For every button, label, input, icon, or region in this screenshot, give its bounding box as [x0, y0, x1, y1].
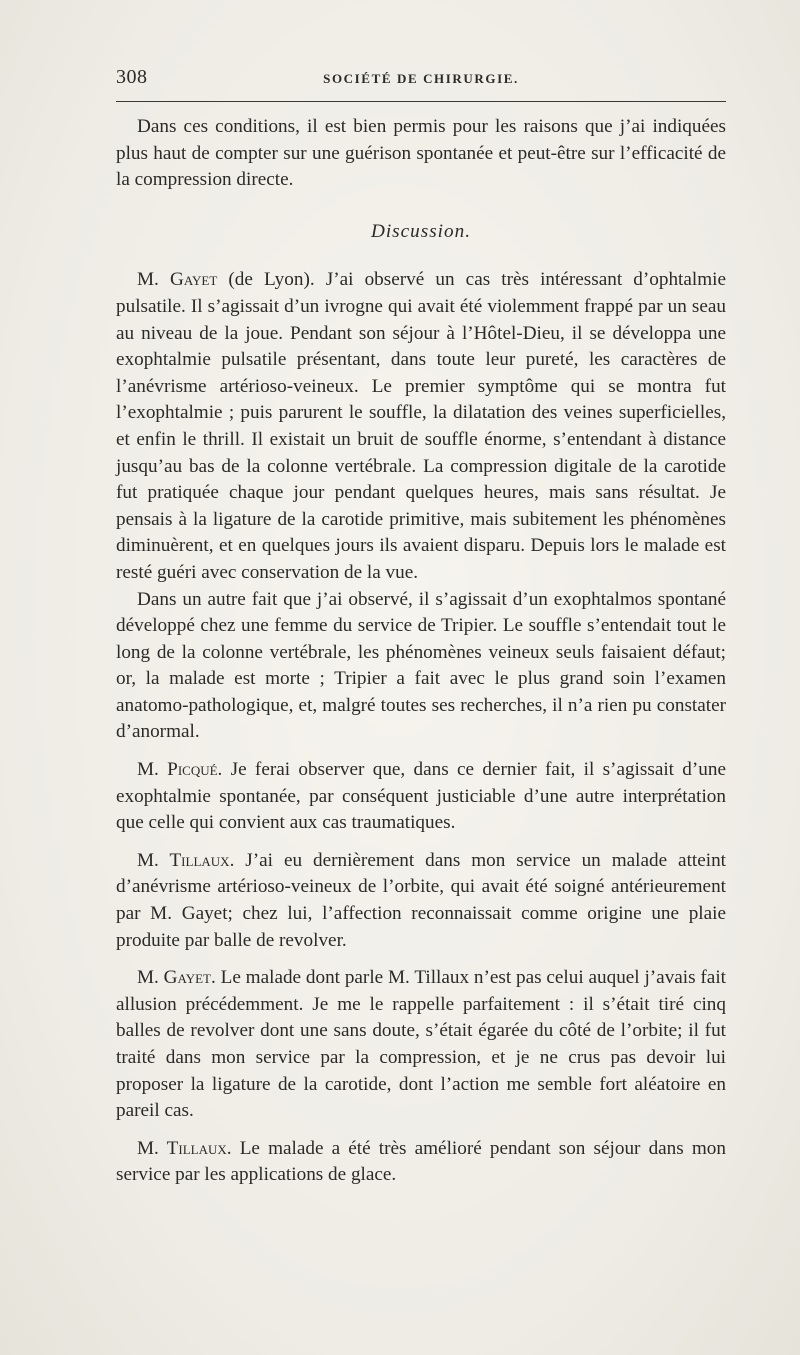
paragraph-tillaux-2 — [116, 1136, 726, 1189]
section-title: Discussion. — [370, 220, 471, 242]
speaker-name: M. Tillaux — [137, 1137, 227, 1159]
paragraph-text: (de Lyon). J’ai observé un cas très intéressant d’ophtalmie pulsatile. Il s’agissait d’un ivrogne qui avait été violemment frappé par un seau au niveau de la joue. Pendant son séjour à l’Hôtel-Dieu, il se développa une exophtalmie pulsatile présentant, dans toute leur pureté, les caractères de l’anévrisme artérioso-veineux. Le premier symptôme qui se montra fut l’exophtalmie ; puis parurent le souffle, la dilatation des veines superficielles, et enfin le thrill. Il existait un bruit de souffle énorme, s’entendant à distance jusqu’au bas de la colonne vertébrale. La compression digitale de la carotide fut pratiquée chaque jour pendant quelques heures, mais sans résultat. Je pensais à la ligature de la carotide primitive, mais subitement les phénomènes diminuèrent, et en quelques jours ils avaient disparu. Depuis lors le malade est resté guéri avec conservation de la vue. — [116, 269, 726, 583]
running-head: SOCIÉTÉ DE CHIRURGIE. — [323, 71, 519, 86]
paragraph-text: . Je ferai observer que, dans ce dernier fait, il s’agissait d’une exophtalmie spontanée, par conséquent justiciable d’une autre interprétation que celle qui convient aux cas traumatiques. — [116, 759, 726, 834]
page-number: 308 — [116, 66, 148, 88]
paragraph-text: . J’ai eu dernièrement dans mon service un malade atteint d’anévrisme artérioso-veineux de l’orbite, qui avait été soigné antérieurement par M. Gayet; chez lui, l’affection reconnaissait comme origine une plaie produite par balle de revolver. — [116, 849, 727, 951]
header-rule — [116, 101, 726, 102]
paragraph-tillaux-1 — [116, 848, 726, 954]
speaker-name: M. Gayet — [137, 269, 218, 291]
paragraph-picque — [116, 757, 726, 837]
page-header — [116, 66, 726, 92]
speaker-name: M. Gayet — [137, 967, 211, 989]
paragraph-text: . Le malade a été très amélioré pendant son séjour dans mon service par les applications de glace. — [116, 1137, 726, 1186]
paragraph-gayet-2: Dans un autre fait que j’ai observé, il s’agissait d’un exophtalmos spontané développé chez une femme du service de Tripier. Le souffle s’entendait tout le long de la colonne vertébrale, les phénomènes veineux seuls faisaient défaut; or, la malade est morte ; Tripier a fait avec le plus grand soin l’examen anatomo-pathologique, et, malgré toutes ses recherches, il n’a rien pu constater d’anormal. — [116, 588, 726, 743]
main-text — [116, 114, 726, 1189]
speaker-name: M. Tillaux — [137, 849, 230, 871]
speaker-name: M. Picqué — [137, 759, 218, 781]
opening-paragraph: Dans ces conditions, il est bien permis pour les raisons que j’ai indiquées plus haut de compter sur une guérison spontanée et peut-être sur l’efficacité de la compression directe. — [116, 116, 726, 191]
paragraph-gayet-3 — [116, 965, 726, 1125]
paragraph-gayet-1 — [116, 267, 726, 586]
paragraph-text: . Le malade dont parle M. Tillaux n’est pas celui auquel j’avais fait allusion précédemment. Je me le rappelle parfaitement : il s’était tiré cinq balles de revolver dont une sans doute, s’était égarée du côté de l’orbite; il fut traité dans mon service par la compression, et je ne crus pas devoir lui proposer la ligature de la carotide, dont l’action me semble fort aléatoire en pareil cas. — [116, 967, 726, 1122]
